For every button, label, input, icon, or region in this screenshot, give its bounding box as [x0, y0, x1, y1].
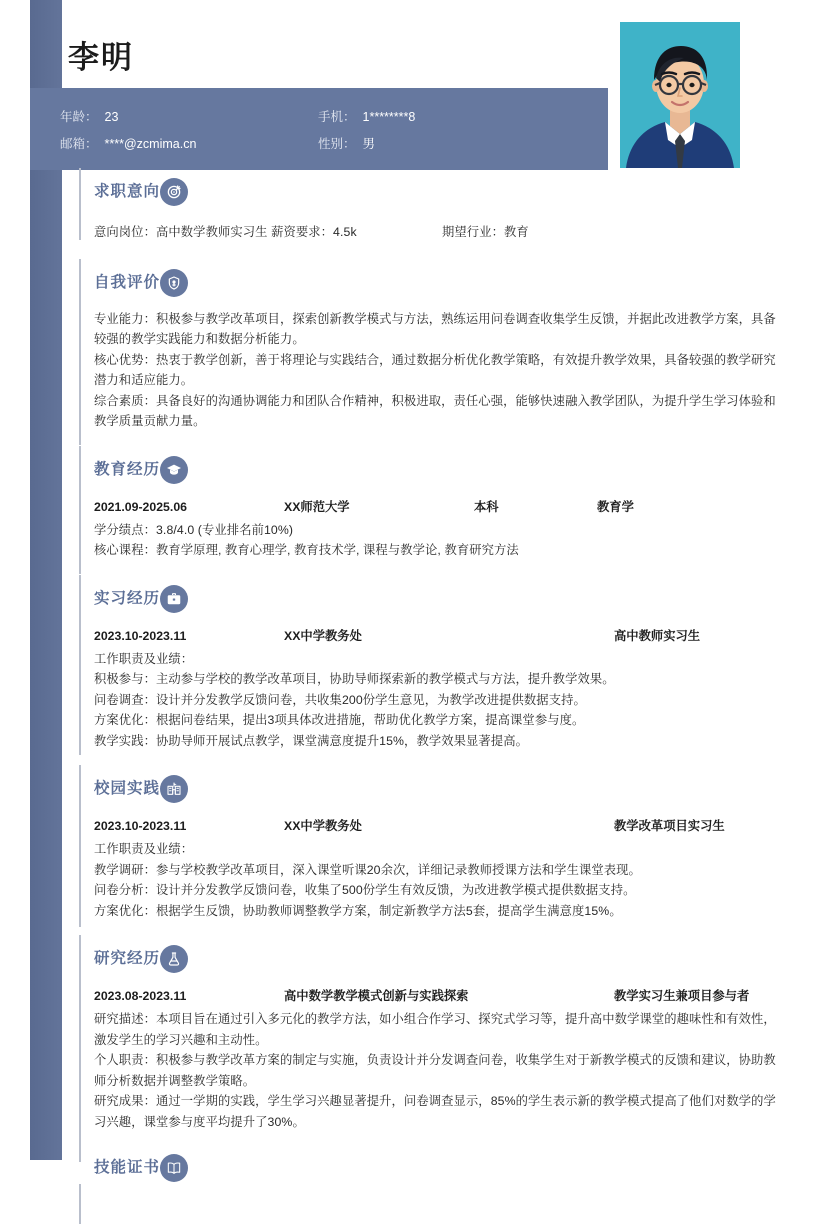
education-school: XX师范大学 — [284, 499, 350, 514]
internship-detail: 教学实践：协助导师开展试点教学，课堂满意度提升15%，教学效果显著提高。 — [94, 733, 529, 748]
section-skills-certificate — [0, 1154, 820, 1188]
research-date: 2023.08-2023.11 — [94, 989, 187, 1003]
section-title-job-intention: 求职意向 — [94, 183, 161, 200]
resume-header — [0, 0, 820, 178]
section-research — [0, 945, 820, 1132]
internship-subtitle: 工作职责及业绩： — [94, 651, 194, 666]
section-self-evaluation — [0, 269, 820, 432]
school-building-icon — [160, 775, 188, 803]
candidate-name: 李明 — [68, 40, 134, 75]
internship-entry-row — [94, 626, 776, 646]
info-label-email: 邮箱： — [60, 136, 98, 151]
education-gpa: 学分绩点：3.8/4.0 (专业排名前10%) — [94, 522, 294, 537]
info-item-gender — [318, 134, 580, 152]
portrait-photo — [620, 22, 740, 168]
info-label-age: 年龄： — [60, 109, 98, 124]
timeline-connector — [79, 1184, 81, 1224]
section-title-internship: 实习经历 — [94, 589, 161, 607]
internship-detail: 积极参与：主动参与学校的教学改革项目，协助导师探索新的教学模式与方法，提升教学效果。 — [94, 672, 615, 686]
research-paragraph: 研究成果：通过一学期的实践，学生学习兴趣显著提升，问卷调查显示，85%的学生表示新的教学模式提高了他们对数学的学习兴趣，课堂参与度平均提升了30%。 — [94, 1094, 776, 1129]
info-value-age: 23 — [104, 109, 119, 124]
book-icon — [160, 1154, 188, 1182]
research-paragraph: 研究描述：本项目旨在通过引入多元化的教学方法，如小组合作学习、探究式学习等，提升高中数学课堂的趣味性和有效性，激发学生的学习兴趣和主动性。 — [94, 1012, 776, 1047]
campus-detail: 问卷分析：设计并分发教学反馈问卷，收集了500份学生有效反馈，为改进教学模式提供数据支持。 — [94, 883, 636, 897]
internship-date: 2023.10-2023.11 — [94, 628, 187, 643]
internship-detail: 问卷调查：设计并分发教学反馈问卷，共收集200份学生意见，为教学改进提供数据支持。 — [94, 692, 586, 707]
section-title-education: 教育经历 — [94, 460, 161, 478]
info-value-gender: 男 — [362, 136, 376, 151]
timeline-connector — [79, 575, 81, 755]
campus-subtitle: 工作职责及业绩： — [94, 842, 194, 856]
graduation-cap-icon — [160, 456, 188, 484]
research-role: 教学实习生兼项目参与者 — [614, 989, 750, 1003]
campus-date: 2023.10-2023.11 — [94, 819, 187, 833]
contact-info-band — [30, 88, 608, 170]
info-item-age — [60, 107, 318, 125]
education-courses: 核心课程：教育学原理, 教育心理学, 教育技术学, 课程与教学论, 教育研究方法 — [94, 543, 519, 557]
campus-org: XX中学教务处 — [284, 819, 362, 833]
info-item-phone — [318, 107, 580, 125]
job-intention-industry: 期望行业：教育 — [442, 225, 529, 239]
info-value-email: ****@zcmima.cn — [104, 136, 197, 151]
job-intention-row — [94, 222, 776, 243]
section-job-intention — [0, 178, 820, 243]
timeline-connector — [79, 259, 81, 445]
campus-entry-row — [94, 816, 776, 836]
education-date: 2021.09-2025.06 — [94, 499, 187, 514]
target-icon — [160, 178, 188, 206]
shield-person-icon — [160, 269, 188, 297]
timeline-connector — [79, 168, 81, 240]
section-title-research: 研究经历 — [94, 950, 161, 967]
research-paragraph: 个人职责：积极参与教学改革方案的制定与实施，负责设计并分发调查问卷，收集学生对于新教学模式的反馈和建议，协助教师分析数据并调整教学策略。 — [94, 1053, 776, 1088]
timeline-connector — [79, 446, 81, 574]
internship-org: XX中学教务处 — [284, 628, 362, 643]
internship-role: 高中教师实习生 — [614, 628, 701, 643]
internship-detail: 方案优化：根据问卷结果，提出3项具体改进措施，帮助优化教学方案，提高课堂参与度。 — [94, 713, 585, 727]
timeline-connector — [79, 935, 81, 1145]
info-label-phone: 手机： — [318, 109, 356, 124]
briefcase-icon — [160, 585, 188, 613]
research-project: 高中数学教学模式创新与实践探索 — [284, 989, 469, 1003]
self-eval-paragraph: 综合素质：具备良好的沟通协调能力和团队合作精神，积极进取，责任心强，能够快速融入教学团队，为提升学生学习体验和教学质量贡献力量。 — [94, 393, 776, 428]
education-entry-row — [94, 497, 776, 517]
info-label-gender: 性别： — [318, 136, 356, 151]
campus-role: 教学改革项目实习生 — [614, 819, 725, 833]
timeline-connector — [79, 765, 81, 927]
self-eval-paragraph: 专业能力：积极参与教学改革项目，探索创新教学模式与方法，熟练运用问卷调查收集学生反馈，并据此改进教学方案，具备较强的教学实践能力和数据分析能力。 — [94, 311, 776, 346]
flask-icon — [160, 945, 188, 973]
section-campus-practice — [0, 775, 820, 921]
section-title-skills-certificate: 技能证书 — [94, 1159, 161, 1176]
section-education — [0, 456, 820, 561]
section-internship — [0, 585, 820, 752]
education-major: 教育学 — [597, 499, 634, 514]
timeline-connector — [79, 1132, 81, 1162]
campus-detail: 教学调研：参与学校教学改革项目，深入课堂听课20余次，详细记录教师授课方法和学生课堂表现。 — [94, 862, 641, 877]
research-entry-row — [94, 986, 776, 1006]
job-intention-position-salary: 意向岗位：高中数学教师实习生 薪资要求：4.5k — [94, 225, 357, 239]
campus-detail: 方案优化：根据学生反馈，协助教师调整教学方案，制定新教学方法5套，提高学生满意度15%。 — [94, 903, 622, 918]
resume-body — [0, 178, 820, 1188]
info-item-email — [60, 134, 318, 152]
section-title-self-evaluation: 自我评价 — [94, 273, 161, 291]
education-degree: 本科 — [474, 499, 499, 514]
section-title-campus-practice: 校园实践 — [94, 780, 161, 797]
self-eval-paragraph: 核心优势：热衷于教学创新，善于将理论与实践结合，通过数据分析优化教学策略，有效提升教学效果，具备较强的教学研究潜力和适应能力。 — [94, 352, 776, 387]
contact-info-grid — [60, 102, 580, 156]
info-value-phone: 1********8 — [362, 109, 416, 124]
